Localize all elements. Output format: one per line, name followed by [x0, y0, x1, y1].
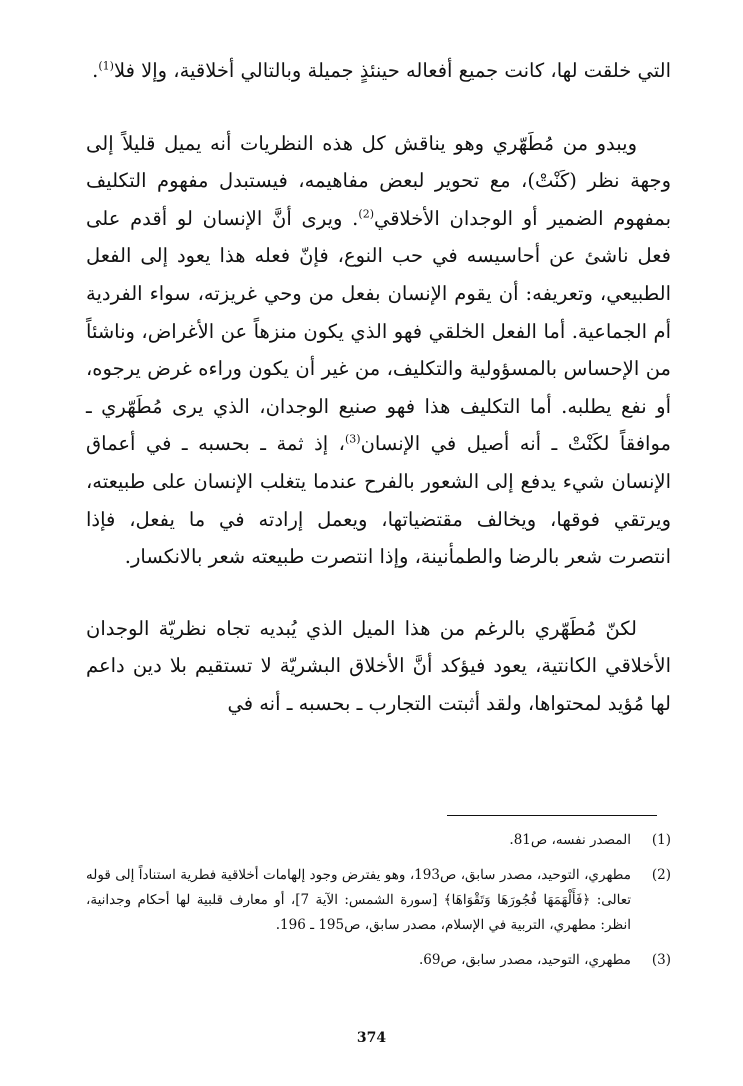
paragraph-2-text-b: . ويرى أنَّ الإنسان لو أقدم على فعل ناشئ عن أحاسيسه في حب النوع، فإنّ فعله هذا يعود إلى الفعل الطبيعي، وتعريفه: أن يقوم الإنسان بفعل من وحي غريزته، سواء الفردية أم الجماعية. أما الفعل الخلقي فهو الذي يكون منزهاً عن الأغراض، وناشئاً من الإحساس بالمسؤولية والتكليف، من غير أن يكون وراءه غرض يرجوه، أو نفع يطلبه. أما التكليف هذا فهو صنيع الوجدان، الذي يرى مُطَهّري ـ موافقاً لكَنْتْ ـ أنه أصيل في الإنسان: [86, 206, 671, 456]
footnote-ref-1: (1): [98, 59, 114, 73]
footnote-number: (1): [651, 832, 671, 848]
paragraph-3-text: لكنّ مُطَهّري بالرغم من هذا الميل الذي يُبديه تجاه نظريّة الوجدان الأخلاقي الكانتية، يعود فيؤكد أنَّ الأخلاق البشريّة لا تستقيم بلا دين داعم لها مُؤيد لمحتواها، ولقد أثبتت التجارب ـ بحسبه ـ أنه في: [86, 616, 671, 715]
footnote-ref-3: (3): [344, 432, 361, 446]
paragraph-continued: التي خلقت لها، كانت جميع أفعاله حينئذٍ جميلة وبالتالي أخلاقية، وإلا فلا$^{(1)}$.: [92, 59, 671, 82]
page-body: [86, 52, 671, 723]
footnote-text: مطهري، التوحيد، مصدر سابق، ص193، وهو يفترض وجود إلهامات أخلاقية فطرية استناداً إلى قوله تعالى: ﴿فَأَلْهَمَهَا فُجُورَهَا وَتَقْوَاهَا﴾ [سورة الشمس: الآية 7]، أو معارف قلبية لها أحكام وجدانية، انظر: مطهري، التربية في الإسلام، مصدر سابق، ص195 ـ 196.: [86, 867, 632, 933]
footnote-item: [86, 948, 671, 973]
footnote-text: المصدر نفسه، ص81.: [509, 832, 631, 848]
footnotes: [86, 828, 671, 983]
footnote-item: [86, 828, 671, 853]
paragraph-religion: [86, 610, 671, 723]
paragraph-mutahhari-kant: [86, 125, 671, 576]
footnote-number: (2): [651, 867, 671, 883]
footnote-item: [86, 863, 671, 938]
footnote-divider: [447, 815, 657, 816]
paragraph-2-text-c: ، إذ ثمة ـ بحسبه ـ في أعماق الإنسان شيء يدفع إلى الشعور بالفرح عندما يتغلب الإنسان على طبيعته، ويرتقي فوقها، ويخالف مقتضياتها، ويعمل إرادته في ما يفعل، فإذا انتصرت شعر بالرضا والطمأنينة، وإذا انتصرت طبيعته شعر بالانكسار.: [86, 432, 671, 569]
footnote-number: (3): [651, 952, 671, 968]
footnote-ref-2: (2): [358, 207, 374, 221]
page-number: 374: [356, 1030, 387, 1046]
footnote-text: مطهري، التوحيد، مصدر سابق، ص69.: [419, 952, 631, 968]
paragraph-2-text-a: ويبدو من مُطَهّري وهو يناقش كل هذه النظريات أنه يميل قليلاً إلى وجهة نظر (كَنْتْ)، مع تحوير لبعض مفاهيمه، فيستبدل مفهوم التكليف بمفهوم الضمير أو الوجدان الأخلاقي: [86, 131, 672, 230]
paragraph-1-text: التي خلقت لها، كانت جميع أفعاله حينئذٍ جميلة وبالتالي أخلاقية، وإلا فلا: [113, 59, 671, 82]
